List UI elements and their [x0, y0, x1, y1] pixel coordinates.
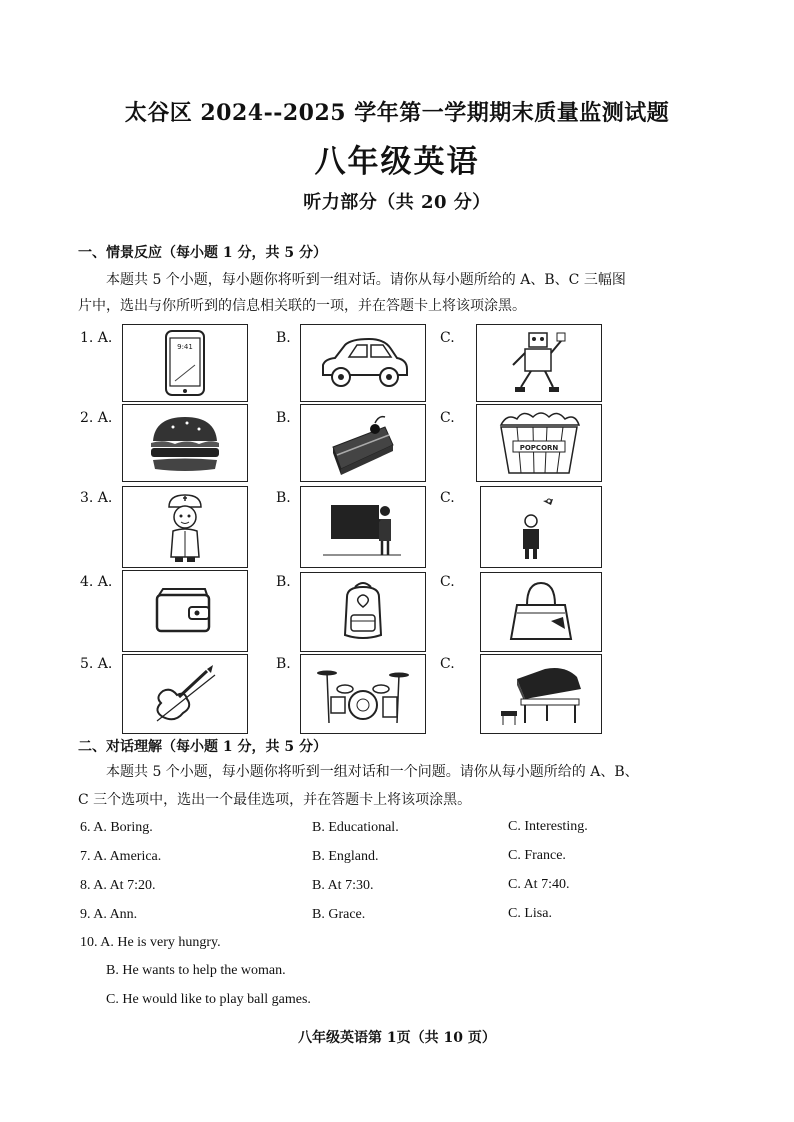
backpack-icon	[301, 573, 425, 651]
q10-option-c[interactable]: C. He would like to play ball games.	[106, 992, 311, 1007]
q5-option-a-label: 5. A.	[80, 656, 113, 672]
q3-option-b-image[interactable]	[300, 486, 426, 568]
q4-option-b-image[interactable]	[300, 572, 426, 652]
q7-option-a[interactable]: 7. A. America.	[80, 849, 162, 864]
q10-option-a[interactable]: 10. A. He is very hungry.	[80, 935, 221, 950]
q7-option-c[interactable]: C. France.	[508, 848, 566, 863]
piano-icon	[481, 655, 601, 733]
q2-option-b-image[interactable]	[300, 404, 426, 482]
car-icon	[301, 325, 425, 401]
q3-option-a-label: 3. A.	[80, 490, 113, 506]
q5-option-b-image[interactable]	[300, 654, 426, 734]
q8-option-b[interactable]: B. At 7:30.	[312, 878, 374, 893]
q5-option-a-image[interactable]	[122, 654, 248, 734]
q9-option-b[interactable]: B. Grace.	[312, 907, 366, 922]
q4-option-c-image[interactable]	[480, 572, 602, 652]
q2-option-a-label: 2. A.	[80, 410, 113, 426]
teacher-blackboard-icon	[301, 487, 425, 567]
q3-option-b-label: B.	[276, 490, 291, 506]
robot-icon	[477, 325, 601, 401]
q4-option-a-image[interactable]	[122, 570, 248, 652]
q3-option-c-label: C.	[440, 490, 455, 506]
q6-option-a[interactable]: 6. A. Boring.	[80, 820, 153, 835]
q2-option-a-image[interactable]	[122, 404, 248, 482]
svg-text:POPCORN: POPCORN	[519, 444, 559, 452]
q1-option-c-image[interactable]	[476, 324, 602, 402]
q4-option-a-label: 4. A.	[80, 574, 113, 590]
section1-heading: 一、情景反应（每小题 1 分，共 5 分）	[78, 245, 327, 261]
q1-option-b-label: B.	[276, 330, 291, 346]
q1-option-a-label: 1. A.	[80, 330, 113, 346]
section1-instruction-1: 本题共 5 个小题，每小题你将听到一组对话。请你从每小题所给的 A、B、C 三幅图	[106, 272, 626, 288]
q3-option-a-image[interactable]	[122, 486, 248, 568]
wallet-icon	[123, 571, 247, 651]
exam-title: 太谷区 2024--2025 学年第一学期期末质量监测试题	[124, 100, 670, 126]
section1-instruction-2: 片中，选出与你所听到的信息相关联的一项，并在答题卡上将该项涂黑。	[78, 298, 526, 314]
q2-option-c-label: C.	[440, 410, 455, 426]
q9-option-c[interactable]: C. Lisa.	[508, 906, 552, 921]
q5-option-b-label: B.	[276, 656, 291, 672]
svg-text:9:41: 9:41	[177, 343, 193, 351]
popcorn-icon	[477, 405, 601, 481]
section2-instruction-1: 本题共 5 个小题，每小题你将听到一组对话和一个问题。请你从每小题所给的 A、B、	[106, 764, 639, 780]
q3-option-c-image[interactable]	[480, 486, 602, 568]
section2-instruction-2: C 三个选项中，选出一个最佳选项，并在答题卡上将该项涂黑。	[78, 792, 472, 808]
subject-title: 八年级英语	[314, 144, 480, 180]
violin-icon	[123, 655, 247, 733]
handbag-icon	[481, 573, 601, 651]
doctor-icon	[123, 487, 247, 567]
q4-option-c-label: C.	[440, 574, 455, 590]
section-part-title: 听力部分（共 20 分）	[303, 192, 491, 213]
drum-kit-icon	[301, 655, 425, 733]
cake-icon	[301, 405, 425, 481]
section2-heading: 二、对话理解（每小题 1 分，共 5 分）	[78, 739, 327, 755]
q8-option-a[interactable]: 8. A. At 7:20.	[80, 878, 156, 893]
q5-option-c-image[interactable]	[480, 654, 602, 734]
q8-option-c[interactable]: C. At 7:40.	[508, 877, 570, 892]
q1-option-b-image[interactable]	[300, 324, 426, 402]
q2-option-c-image[interactable]	[476, 404, 602, 482]
cellphone-icon	[123, 325, 247, 401]
q5-option-c-label: C.	[440, 656, 455, 672]
q6-option-b[interactable]: B. Educational.	[312, 820, 399, 835]
q4-option-b-label: B.	[276, 574, 291, 590]
page-footer: 八年级英语第 1页（共 10 页）	[298, 1030, 496, 1046]
q10-option-b[interactable]: B. He wants to help the woman.	[106, 963, 286, 978]
person-icon	[481, 487, 601, 567]
q2-option-b-label: B.	[276, 410, 291, 426]
q7-option-b[interactable]: B. England.	[312, 849, 379, 864]
q9-option-a[interactable]: 9. A. Ann.	[80, 907, 138, 922]
q1-option-a-image[interactable]	[122, 324, 248, 402]
hamburger-icon	[123, 405, 247, 481]
q6-option-c[interactable]: C. Interesting.	[508, 819, 588, 834]
q1-option-c-label: C.	[440, 330, 455, 346]
